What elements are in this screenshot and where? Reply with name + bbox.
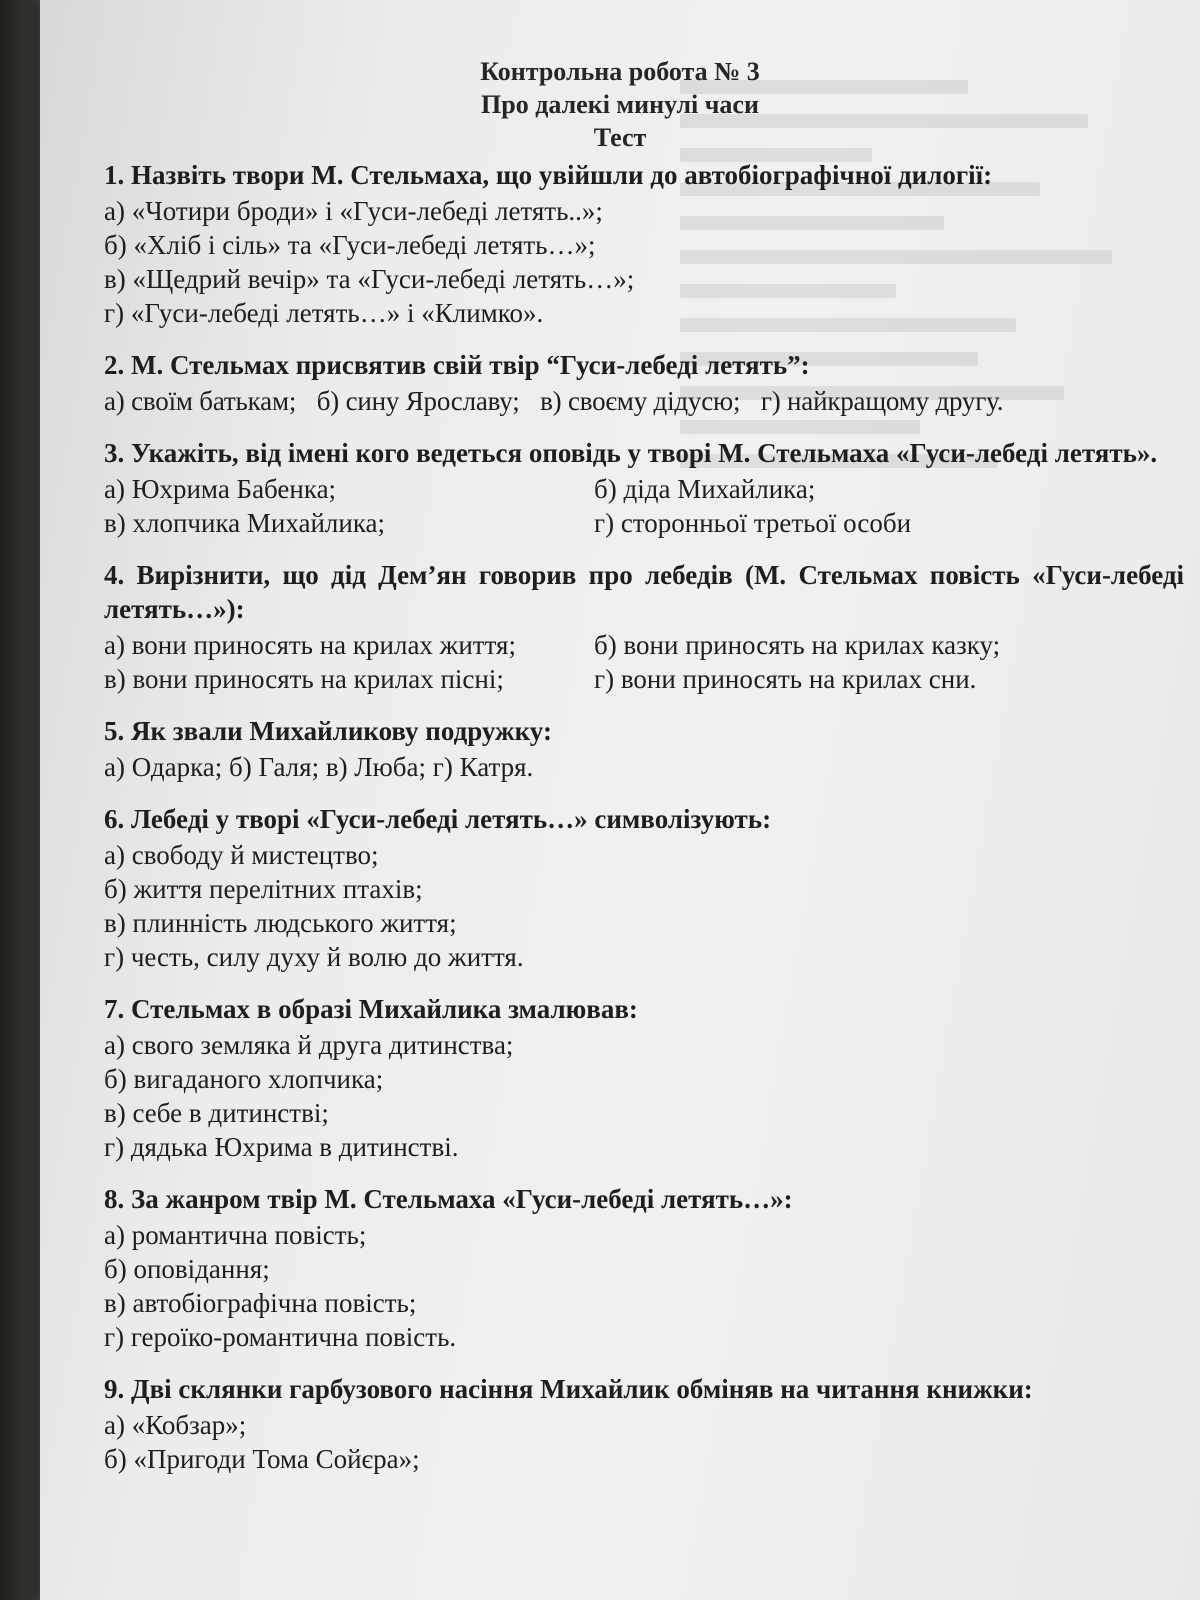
test-label: Тест xyxy=(593,123,647,152)
question-9 xyxy=(104,1372,1184,1476)
question-text: 8. За жанром твір М. Стельмаха «Гуси-лебеді летять…»: xyxy=(104,1184,793,1214)
question-text: 5. Як звали Михайликову подружку: xyxy=(104,716,552,746)
answer-option: в) своєму дідусю; xyxy=(540,386,741,416)
answer-option: г) дядька Юхрима в дитинстві. xyxy=(104,1132,459,1162)
answer-option: а) вони приносять на крилах життя; xyxy=(104,630,516,660)
test-title: Контрольна робота № 3 xyxy=(480,57,760,86)
question-5 xyxy=(104,714,1184,784)
answer-option: г) вони приносять на крилах сни. xyxy=(594,664,977,694)
answer-option: а) свого земляка й друга дитинства; xyxy=(104,1030,514,1060)
question-3 xyxy=(104,436,1184,540)
question-text: 7. Стельмах в образі Михайлика змалював: xyxy=(104,994,638,1024)
answer-option: в) плинність людського життя; xyxy=(104,908,457,938)
answer-option: г) найкращому другу. xyxy=(760,386,1004,416)
answer-option: г) честь, силу духу й волю до життя. xyxy=(104,942,524,972)
answer-option: в) автобіографічна повість; xyxy=(104,1288,417,1318)
answer-option: б) «Хліб і сіль» та «Гуси-лебеді летять…»; xyxy=(104,230,596,260)
questions-list xyxy=(104,158,1184,1494)
answer-option: б) сину Ярославу; xyxy=(316,386,520,416)
question-text: 1. Назвіть твори М. Стельмаха, що увійшли до автобіографічної дилогії: xyxy=(104,160,993,190)
answer-grid xyxy=(104,628,1184,696)
answer-option: б) оповідання; xyxy=(104,1254,270,1284)
question-text: 6. Лебеді у творі «Гуси-лебеді летять…» символізують: xyxy=(104,804,772,834)
answer-option: б) «Пригоди Тома Сойєра»; xyxy=(104,1444,420,1474)
answer-option: б) життя перелітних птахів; xyxy=(104,874,423,904)
answer-option: в) себе в дитинстві; xyxy=(104,1098,329,1128)
test-header xyxy=(40,55,1200,154)
answer-option: а) Юхрима Бабенка; xyxy=(104,474,337,504)
question-2 xyxy=(104,348,1184,418)
paper-sheet xyxy=(40,0,1200,1600)
answer-option: в) вони приносять на крилах пісні; xyxy=(104,664,504,694)
answer-option: а) «Чотири броди» і «Гуси-лебеді летять..»; xyxy=(104,196,603,226)
test-subtitle: Про далекі минулі часи xyxy=(481,90,759,119)
answer-option: а) своїм батькам; xyxy=(104,386,297,416)
question-8 xyxy=(104,1182,1184,1354)
answer-row xyxy=(104,384,1184,418)
question-6 xyxy=(104,802,1184,974)
answer-option: в) «Щедрий вечір» та «Гуси-лебеді летять…»; xyxy=(104,264,635,294)
question-text: 2. М. Стельмах присвятив свій твір “Гуси-лебеді летять”: xyxy=(104,350,810,380)
answer-option: а) «Кобзар»; xyxy=(104,1410,247,1440)
answer-option: а) Одарка; б) Галя; в) Люба; г) Катря. xyxy=(104,752,534,782)
answer-option: б) вони приносять на крилах казку; xyxy=(594,630,1001,660)
answer-option: б) діда Михайлика; xyxy=(594,474,816,504)
answer-option: г) «Гуси-лебеді летять…» і «Климко». xyxy=(104,298,544,328)
question-text: 9. Дві склянки гарбузового насіння Михайлик обміняв на читання книжки: xyxy=(104,1374,1033,1404)
question-text: 3. Укажіть, від імені кого ведеться оповідь у творі М. Стельмаха «Гуси-лебеді летять». xyxy=(104,438,1158,468)
question-1 xyxy=(104,158,1184,330)
question-text: 4. Вирізнити, що дід Дем’ян говорив про лебедів (М. Стельмах повість «Гуси-лебеді летять…»): xyxy=(104,560,1184,624)
answer-option: г) сторонньої третьої особи xyxy=(594,508,912,538)
answer-option: б) вигаданого хлопчика; xyxy=(104,1064,384,1094)
answer-grid xyxy=(104,472,1184,540)
question-7 xyxy=(104,992,1184,1164)
question-4 xyxy=(104,558,1184,696)
answer-option: а) романтична повість; xyxy=(104,1220,367,1250)
answer-option: г) героїко-романтична повість. xyxy=(104,1322,457,1352)
answer-option: в) хлопчика Михайлика; xyxy=(104,508,386,538)
answer-option: а) свободу й мистецтво; xyxy=(104,840,379,870)
